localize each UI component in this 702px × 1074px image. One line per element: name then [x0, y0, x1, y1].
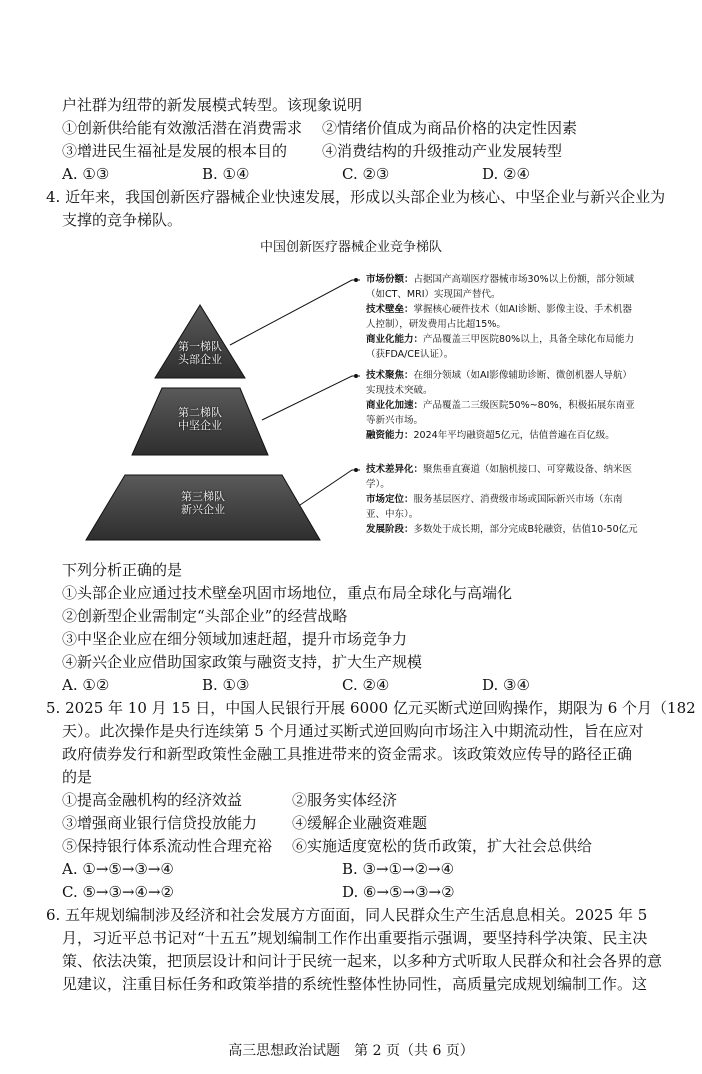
- ann3-item-1: 技术差异化：聚焦垂直赛道（如脑机接口、可穿戴设备、纳米医学）。: [366, 464, 633, 490]
- q3-option-b: B. ①④: [202, 165, 250, 183]
- q3-option-c: C. ②③: [342, 165, 390, 183]
- q4-option-c: C. ②④: [342, 676, 390, 694]
- q3-statement-4: ④消费结构的升级推动产业发展转型: [322, 142, 563, 160]
- q5-statement-4: ④缓解企业融资难题: [292, 814, 428, 832]
- q4-statement-1: ①头部企业应通过技术壁垒巩固市场地位，重点布局全球化与高端化: [62, 584, 513, 602]
- connector-tier-3: [300, 470, 360, 505]
- q6-stem-line-2: 月，习近平总书记对“十五五”规划编制工作作出重要指示强调，要坚持科学决策、民主决: [62, 929, 648, 947]
- q4-option-d: D. ③④: [482, 676, 530, 694]
- tier-3-annotation: [366, 462, 638, 537]
- q5-stem-line-4: 的是: [62, 768, 93, 786]
- q4-statement-4: ④新兴企业应借助国家政策与融资支持，扩大生产规模: [62, 653, 423, 671]
- ann3-item-2: 市场定位：服务基层医疗、消费级市场或国际新兴市场（东南亚、中东）。: [366, 494, 623, 520]
- q4-stem-line-2: 支撑的竞争梯队。: [62, 211, 183, 229]
- ann1-item-3: 商业化能力：产品覆盖三甲医院80%以上，具备全球化布局能力（获FDA/CE认证）。: [366, 334, 635, 360]
- q4-statement-2: ②创新型企业需制定“头部企业”的经营战略: [62, 607, 348, 625]
- ann1-item-1: 市场份额：占据国产高端医疗器械市场30%以上份额，部分领域（如CT、MRI）实现国产替代。: [366, 274, 635, 300]
- q3-statement-1: ①创新供给能有效激活潜在消费需求: [62, 119, 303, 137]
- tier-2-label: [160, 406, 240, 432]
- q4-prompt: 下列分析正确的是: [62, 561, 183, 579]
- q3-statement-3: ③增进民生福祉是发展的根本目的: [62, 142, 288, 160]
- q3-stem-tail: 户社群为纽带的新发展模式转型。该现象说明: [62, 96, 363, 114]
- tier-1-annotation: [366, 272, 638, 362]
- q5-statement-2: ②服务实体经济: [292, 791, 398, 809]
- q3-option-d: D. ②④: [482, 165, 530, 183]
- connector-tier-1: [230, 280, 360, 345]
- tier-2-name: 第二梯队: [178, 406, 222, 419]
- q3-statement-2: ②情绪价值成为商品价格的决定性因素: [322, 119, 578, 137]
- q5-option-c: C. ⑤→③→④→②: [62, 883, 174, 901]
- q4-option-b: B. ①③: [202, 676, 250, 694]
- q6-stem-line-1: 6. 五年规划编制涉及经济和社会发展方方面面，同人民群众生产生活息息相关。2025 年 5: [46, 906, 648, 924]
- page-footer: 高三思想政治试题 第 2 页（共 6 页）: [228, 1043, 474, 1059]
- tier-3-name: 第三梯队: [181, 490, 225, 503]
- figure-title: 中国创新医疗器械企业竞争梯队: [259, 240, 442, 255]
- q5-stem-line-1: 5. 2025 年 10 月 15 日，中国人民银行开展 6000 亿元买断式逆回购操作，期限为 6 个月（182: [46, 699, 696, 717]
- ann1-item-2: 技术壁垒：掌握核心硬件技术（如AI诊断、影像主设、手术机器人控制），研发费用占比超15%。: [366, 304, 632, 330]
- q5-statement-1: ①提高金融机构的经济效益: [62, 791, 243, 809]
- ann2-item-3: 融资能力：2024年平均融资超5亿元，估值普遍在百亿级。: [366, 430, 615, 441]
- tier-1-label: [160, 340, 240, 366]
- q6-stem-line-4: 见建议，注重目标任务和政策举措的系统性整体性协同性，高质量完成规划编制工作。这: [62, 975, 648, 993]
- q5-stem-line-3: 政府债券发行和新型政策性金融工具推进带来的资金需求。该政策效应传导的路径正确: [62, 745, 633, 763]
- q6-stem-line-3: 策、依法决策，把顶层设计和问计于民统一起来，以多种方式听取人民群众和社会各界的意: [62, 952, 663, 970]
- q5-option-d: D. ⑥→⑤→③→②: [342, 883, 455, 901]
- q4-option-a: A. ①②: [62, 676, 110, 694]
- tier-1-type: 头部企业: [178, 353, 222, 366]
- tier-1-name: 第一梯队: [178, 340, 222, 353]
- ann2-item-1: 技术聚焦：在细分领域（如AI影像辅助诊断、微创机器人导航）实现技术突破。: [366, 370, 632, 396]
- tier-2-annotation: [366, 368, 638, 443]
- q3-option-a: A. ①③: [62, 165, 110, 183]
- ann3-item-3: 发展阶段：多数处于成长期，部分完成B轮融资，估值10-50亿元: [366, 524, 638, 535]
- ann2-item-2: 商业化加速：产品覆盖二三级医院50%~80%，积极拓展东南亚等新兴市场。: [366, 400, 635, 426]
- q5-statement-3: ③增强商业银行信贷投放能力: [62, 814, 258, 832]
- connector-tier-2: [262, 376, 360, 420]
- q5-option-a: A. ①→⑤→③→④: [62, 860, 174, 878]
- tier-3-label: [158, 490, 248, 516]
- tier-3-type: 新兴企业: [181, 503, 225, 516]
- q4-stem-line-1: 4. 近年来，我国创新医疗器械企业快速发展，形成以头部企业为核心、中坚企业与新兴企业为: [46, 188, 666, 206]
- tier-2-type: 中坚企业: [178, 419, 222, 432]
- q5-statement-6: ⑥实施适度宽松的货币政策，扩大社会总供给: [292, 837, 593, 855]
- q4-statement-3: ③中坚企业应在细分领域加速赶超，提升市场竞争力: [62, 630, 408, 648]
- q5-stem-line-2: 天）。此次操作是央行连续第 5 个月通过买断式逆回购向市场注入中期流动性，旨在应对: [62, 722, 644, 740]
- q5-option-b: B. ③→①→②→④: [342, 860, 455, 878]
- q5-statement-5: ⑤保持银行体系流动性合理充裕: [62, 837, 273, 855]
